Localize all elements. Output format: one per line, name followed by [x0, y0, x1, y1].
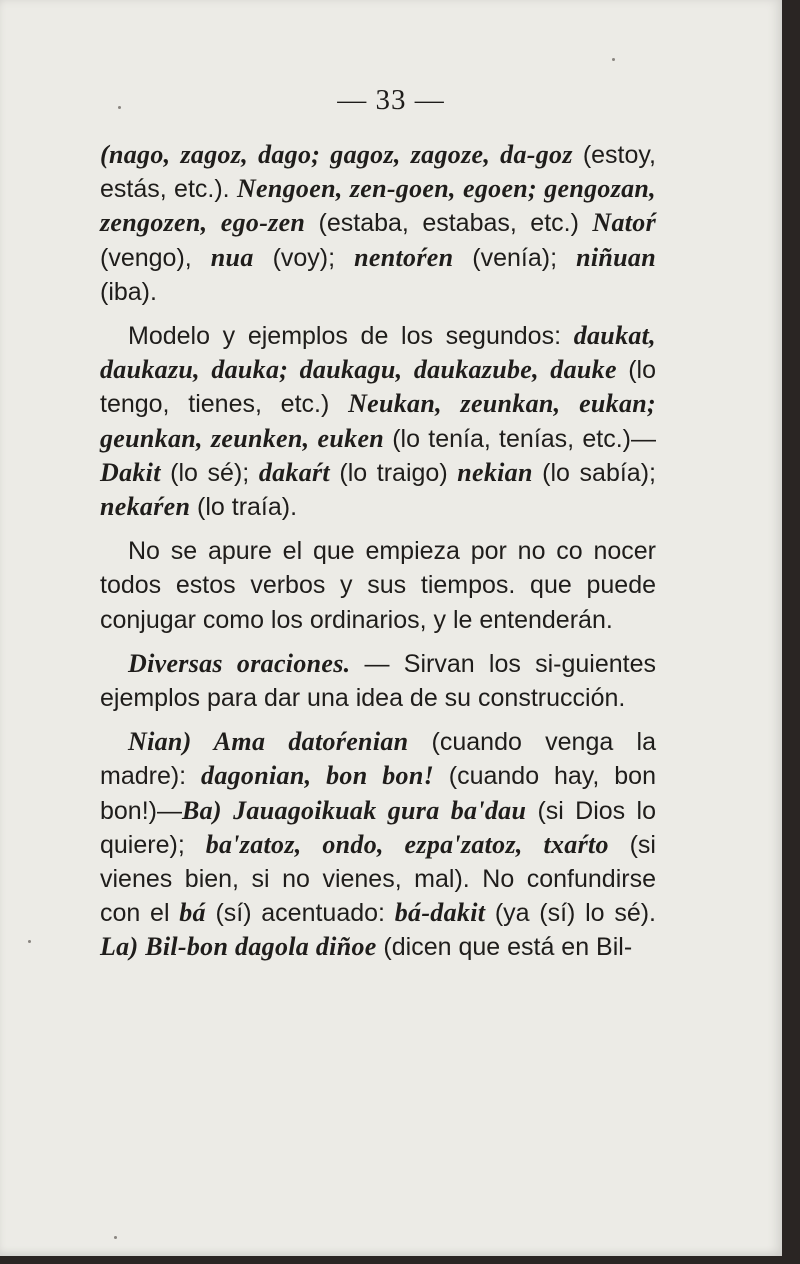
- italic-term: Nian) Ama datoŕenian: [128, 727, 432, 757]
- text-run: (iba).: [100, 277, 157, 306]
- text-run: (lo sé);: [170, 458, 259, 487]
- italic-term: daukat, daukazu, dauka; daukagu, daukazube, dauke: [100, 321, 656, 385]
- text-run: No se apure el que empieza por no co nocer todos estos verbos y sus tiempos. que puede conjugar como los ordinarios, y le entenderán.: [100, 537, 656, 634]
- italic-term: Neukan, zeunkan, eukan; geunkan, zeunken, euken: [100, 389, 657, 453]
- italic-term: dagonian, bon bon!: [201, 761, 449, 791]
- italic-term: dakaŕt: [258, 457, 340, 487]
- text-run: (voy);: [272, 243, 355, 272]
- italic-term: Natoŕ: [592, 208, 657, 238]
- paragraph-verb-models: [100, 319, 656, 524]
- italic-term: bá: [179, 898, 216, 928]
- text-run: (lo sabía);: [542, 458, 656, 487]
- text-run: Modelo y ejemplos de los segundos:: [128, 322, 574, 351]
- page-body: [100, 138, 656, 975]
- text-run: (si vienes bien, si no vienes, mal). No confundirse con el: [100, 830, 656, 928]
- italic-term: Dakit: [100, 457, 171, 487]
- italic-term: ba'zatoz, ondo, ezpa'zatoz, txaŕto: [205, 829, 630, 859]
- text-run: (venía);: [472, 243, 577, 272]
- text-run: (ya (sí) lo sé).: [494, 899, 656, 928]
- italic-term: nekaŕen: [100, 492, 198, 522]
- text-run: (estoy, estás, etc.).: [100, 141, 656, 204]
- italic-term: nekian: [457, 457, 543, 487]
- paper-speck: [612, 58, 615, 61]
- text-run: (lo traía).: [197, 493, 298, 522]
- text-run: (lo traigo): [339, 458, 458, 487]
- paper-speck: [118, 106, 121, 109]
- text-run: (dicen que está en Bil-: [383, 933, 633, 962]
- text-run: (cuando hay, bon bon!)—: [100, 762, 656, 825]
- text-run: (si Dios lo quiere);: [100, 796, 656, 859]
- paragraph-verb-forms-1: [100, 138, 656, 309]
- text-run: (sí) acentuado:: [215, 899, 395, 928]
- italic-term: nua: [210, 242, 273, 272]
- italic-term: (nago, zagoz, dago; gagoz, zagoze, da-: [100, 140, 536, 169]
- text-run: (lo tengo, tienes, etc.): [100, 356, 656, 419]
- paragraph-advice: [100, 534, 656, 637]
- text-run: (vengo),: [100, 243, 211, 272]
- text-run: — Sirvan los si-guientes ejemplos para dar una idea de su construcción.: [100, 649, 657, 713]
- paper-speck: [114, 1236, 117, 1239]
- paragraph-examples: [100, 725, 656, 964]
- text-run: (cuando venga la madre):: [100, 728, 656, 791]
- italic-term: Ba) Jauagoikuak gura ba'dau: [181, 795, 538, 825]
- paper-speck: [28, 940, 31, 943]
- italic-term: Diversas oraciones.: [128, 648, 365, 678]
- italic-term: niñuan: [576, 242, 656, 272]
- italic-term: bá-dakit: [394, 898, 495, 928]
- paragraph-diverse-sentences: [100, 647, 656, 715]
- page-number: — 33 —: [337, 84, 445, 116]
- text-run: (estaba, estabas, etc.): [318, 209, 593, 238]
- italic-term: nentoŕen: [354, 242, 473, 272]
- italic-term: La) Bil-bon dagola diñoe: [100, 932, 384, 962]
- text-run: (lo tenía, tenías, etc.)—: [392, 424, 657, 453]
- italic-term: goz: [535, 140, 583, 169]
- italic-term: Nengoen, zen-goen, egoen; gengozan, zengozen, ego-zen: [100, 174, 656, 238]
